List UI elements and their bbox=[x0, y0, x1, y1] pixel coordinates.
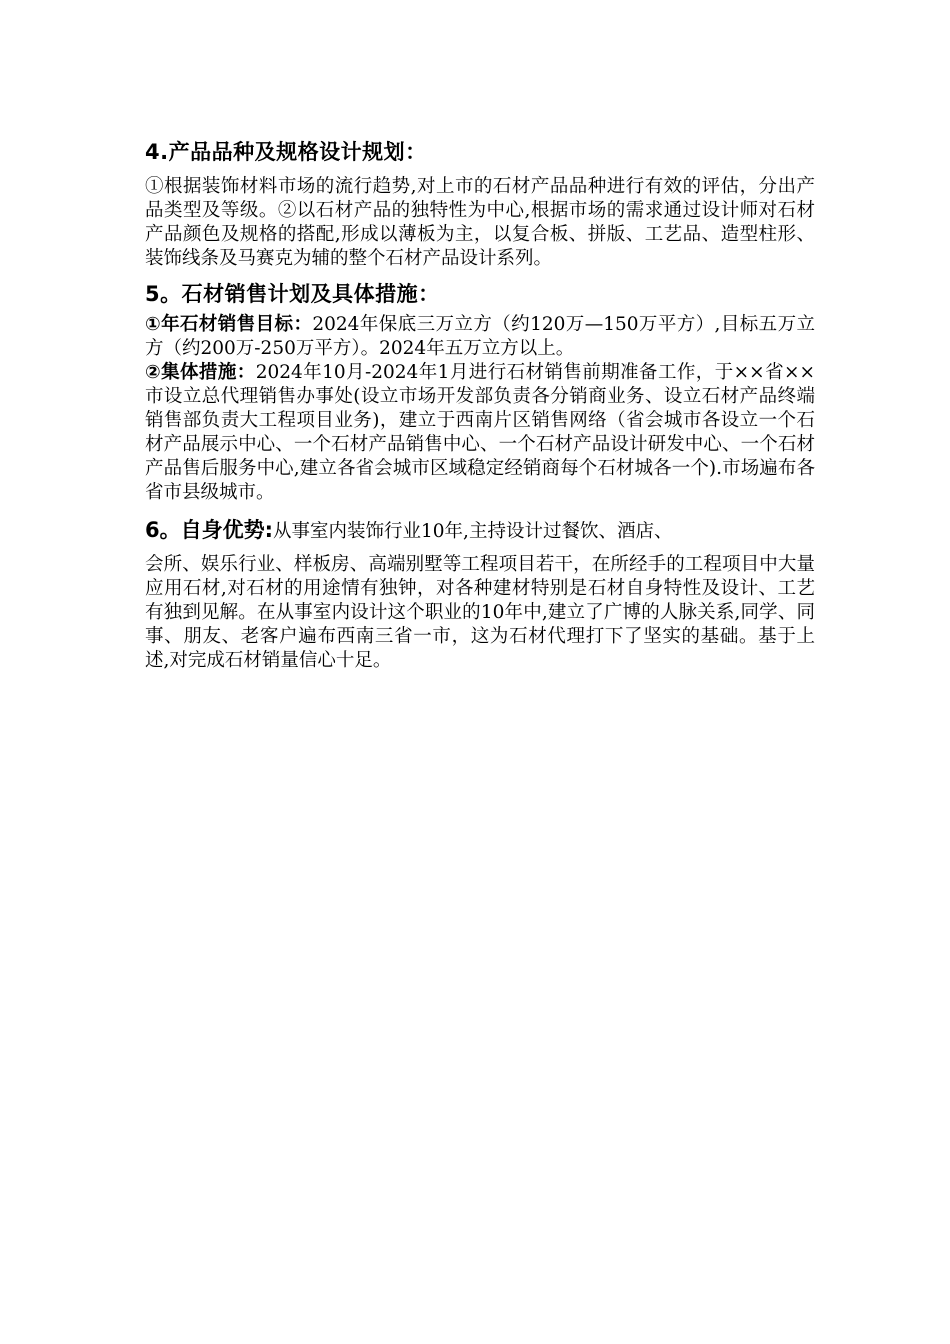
section-5-heading: 5。石材销售计划及具体措施： bbox=[145, 282, 440, 306]
section-6-first-line bbox=[145, 515, 815, 547]
measures-paragraph bbox=[145, 361, 815, 505]
sales-target-label: ①年石材销售目标： bbox=[145, 314, 313, 335]
section-6-body: 会所、娱乐行业、样板房、高端别墅等工程项目若干，在所经手的工程项目中大量应用石材,对石材的用途情有独钟，对各种建材特别是石材自身特性及设计、工艺有独到见解。在从事室内设计这个职业的10年中,建立了广博的人脉关系,同学、同事、朋友、老客户遍布西南三省一市，这为石材代理打下了坚实的基础。基于上述,对完成石材销量信心十足。 bbox=[145, 554, 815, 671]
section-4-heading: 4.产品品种及规格设计规划： bbox=[145, 140, 427, 164]
document-page bbox=[145, 137, 815, 673]
section-6-first-line-text: 从事室内装饰行业10年,主持设计过餐饮、酒店、 bbox=[273, 521, 673, 542]
section-4-body: ①根据装饰材料市场的流行趋势,对上市的石材产品品种进行有效的评估，分出产品类型及等级。②以石材产品的独特性为中心,根据市场的需求通过设计师对石材产品颜色及规格的搭配,形成以薄板为主，以复合板、拼版、工艺品、造型柱形、装饰线条及马赛克为辅的整个石材产品设计系列。 bbox=[145, 176, 815, 269]
measures-text: 2024年10月-2024年1月进行石材销售前期准备工作，于××省××市设立总代理销售办事处(设立市场开发部负责各分销商业务、设立石材产品终端销售部负责大工程项目业务)，建立于西南片区销售网络（省会城市各设立一个石材产品展示中心、一个石材产品销售中心、一个石材产品设计研发中心、一个石材产品售后服务中心,建立各省会城市区域稳定经销商每个石材城各一个).市场遍布各省市县级城市。 bbox=[145, 362, 815, 503]
sales-target-text: 2024年保底三万立方（约120万—150万平方）,目标五万立方（约200万-250万平方）。2024年五万立方以上。 bbox=[145, 314, 815, 359]
sales-target-paragraph bbox=[145, 313, 815, 361]
measures-label: ②集体措施： bbox=[145, 362, 256, 383]
section-6-heading: 6。自身优势: bbox=[145, 518, 274, 542]
